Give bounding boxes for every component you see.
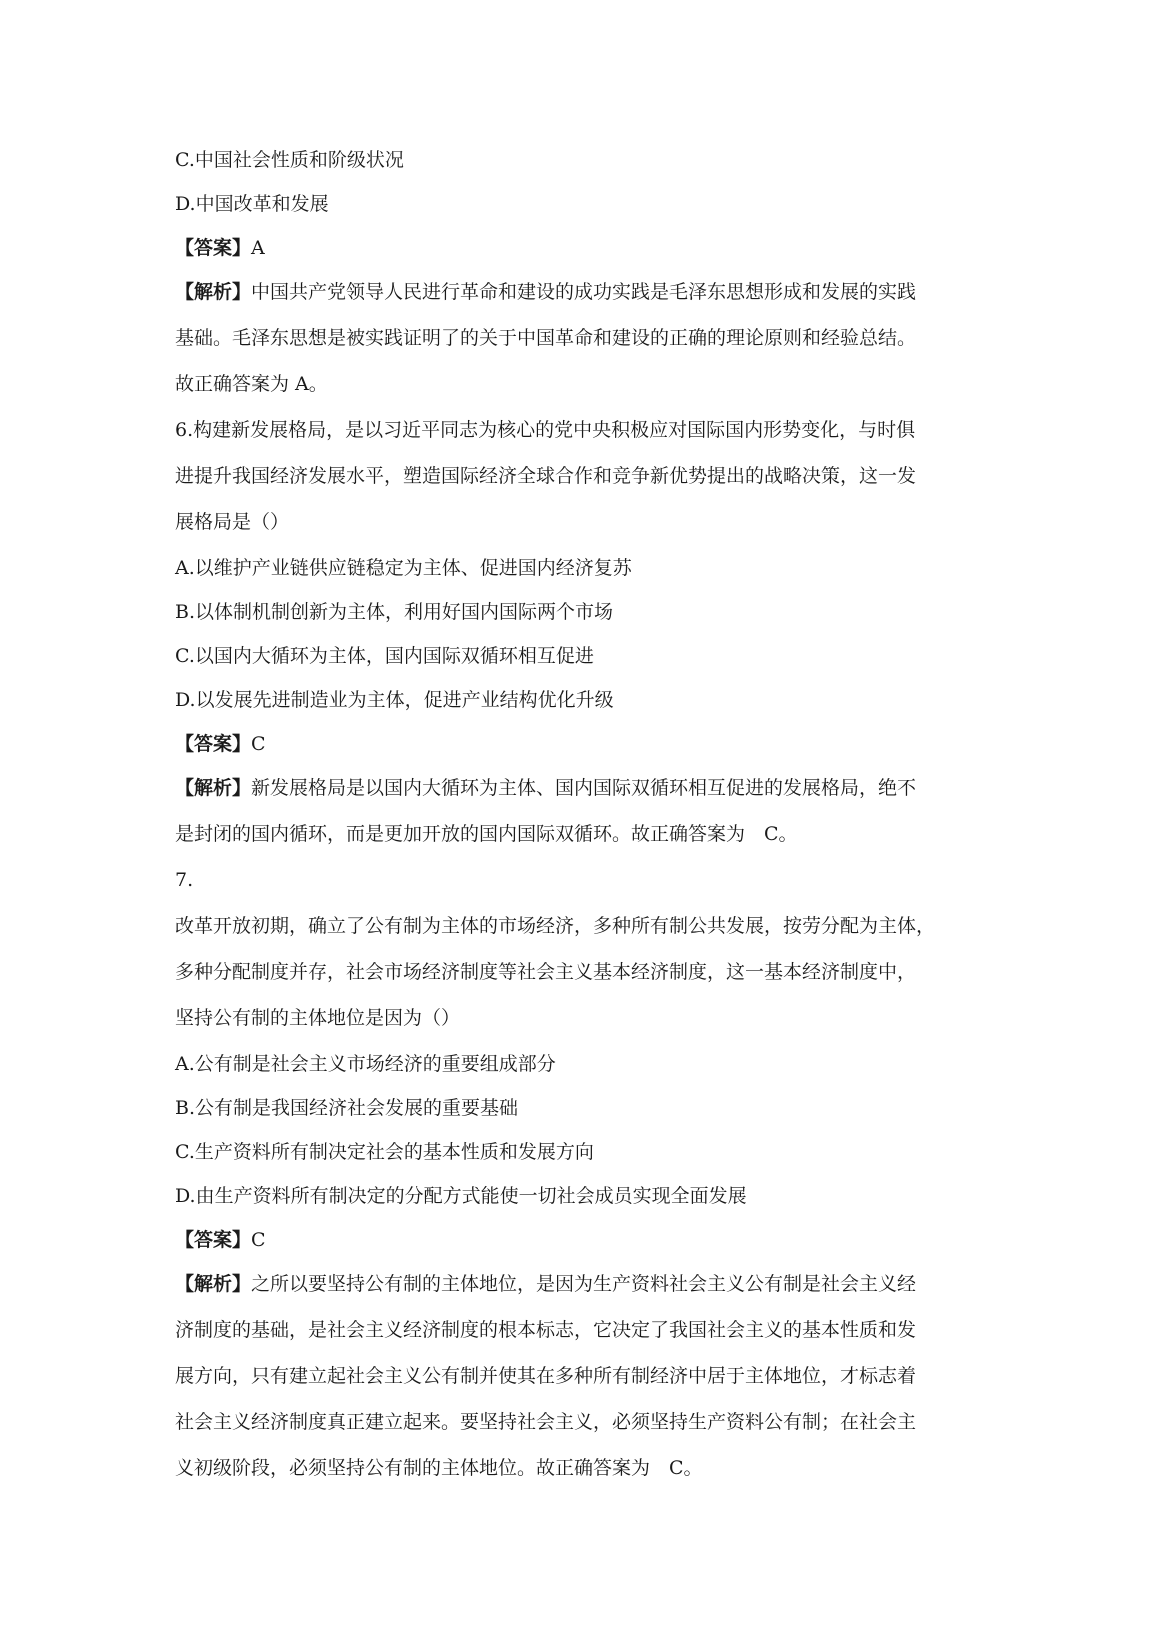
answer-value: C: [251, 1229, 266, 1251]
q5-analysis-line: 故正确答案为 A。: [175, 373, 328, 395]
q6-option-c: C.以国内大循环为主体，国内国际双循环相互促进: [175, 645, 594, 667]
q7-analysis-line: 济制度的基础，是社会主义经济制度的根本标志，它决定了我国社会主义的基本性质和发: [175, 1319, 917, 1341]
answer-label: 【答案】: [175, 237, 252, 259]
analysis-label: 【解析】: [175, 777, 252, 799]
answer-label: 【答案】: [175, 1229, 252, 1251]
q7-stem-line: 多种分配制度并存，社会市场经济制度等社会主义基本经济制度，这一基本经济制度中，: [175, 961, 917, 983]
q6-analysis-line: [175, 774, 975, 820]
q5-analysis-line: 基础。毛泽东思想是被实践证明了的关于中国革命和建设的正确的理论原则和经验总结。: [175, 327, 917, 349]
q7-analysis-line: 展方向，只有建立起社会主义公有制并使其在多种所有制经济中居于主体地位，才标志着: [175, 1365, 917, 1387]
q6-answer: [175, 730, 975, 774]
q6-option-b: B.以体制机制创新为主体，利用好国内国际两个市场: [175, 601, 614, 623]
q5-option-d: D.中国改革和发展: [175, 193, 329, 215]
q7-answer: [175, 1226, 975, 1270]
answer-value: C: [251, 733, 266, 755]
q7-option-b: B.公有制是我国经济社会发展的重要基础: [175, 1097, 519, 1119]
q5-analysis-line: [175, 278, 975, 324]
q7-option-a: A.公有制是社会主义市场经济的重要组成部分: [175, 1053, 556, 1075]
q6-option-a: A.以维护产业链供应链稳定为主体、促进国内经济复苏: [175, 557, 632, 579]
document-body: [175, 146, 975, 1500]
answer-label: 【答案】: [175, 733, 252, 755]
q6-stem-line: 展格局是（）: [175, 511, 290, 533]
q7-analysis-line: 社会主义经济制度真正建立起来。要坚持社会主义，必须坚持生产资料公有制；在社会主: [175, 1411, 917, 1433]
q6-analysis-line: 是封闭的国内循环，而是更加开放的国内国际双循环。故正确答案为 C。: [175, 823, 798, 845]
q5-answer: [175, 234, 975, 278]
analysis-text: 新发展格局是以国内大循环为主体、国内国际双循环相互促进的发展格局，绝不: [251, 777, 917, 799]
q7-analysis-line: [175, 1270, 975, 1316]
analysis-label: 【解析】: [175, 281, 252, 303]
q7-number: 7.: [175, 869, 194, 891]
analysis-label: 【解析】: [175, 1273, 252, 1295]
analysis-text: 中国共产党领导人民进行革命和建设的成功实践是毛泽东思想形成和发展的实践: [251, 281, 917, 303]
analysis-text: 之所以要坚持公有制的主体地位，是因为生产资料社会主义公有制是社会主义经: [251, 1273, 917, 1295]
q7-analysis-line: 义初级阶段，必须坚持公有制的主体地位。故正确答案为 C。: [175, 1457, 703, 1479]
q5-option-c: C.中国社会性质和阶级状况: [175, 149, 404, 171]
q7-stem-line: 改革开放初期，确立了公有制为主体的市场经济，多种所有制公共发展，按劳分配为主体，: [175, 915, 936, 937]
q6-stem-line: 进提升我国经济发展水平，塑造国际经济全球合作和竞争新优势提出的战略决策，这一发: [175, 465, 917, 487]
answer-value: A: [251, 237, 265, 259]
q7-stem-line: 坚持公有制的主体地位是因为（）: [175, 1007, 461, 1029]
q7-option-c: C.生产资料所有制决定社会的基本性质和发展方向: [175, 1141, 594, 1163]
q7-option-d: D.由生产资料所有制决定的分配方式能使一切社会成员实现全面发展: [175, 1185, 747, 1207]
q6-option-d: D.以发展先进制造业为主体，促进产业结构优化升级: [175, 689, 614, 711]
q6-stem-line: 6.构建新发展格局，是以习近平同志为核心的党中央积极应对国际国内形势变化，与时俱: [175, 419, 916, 441]
